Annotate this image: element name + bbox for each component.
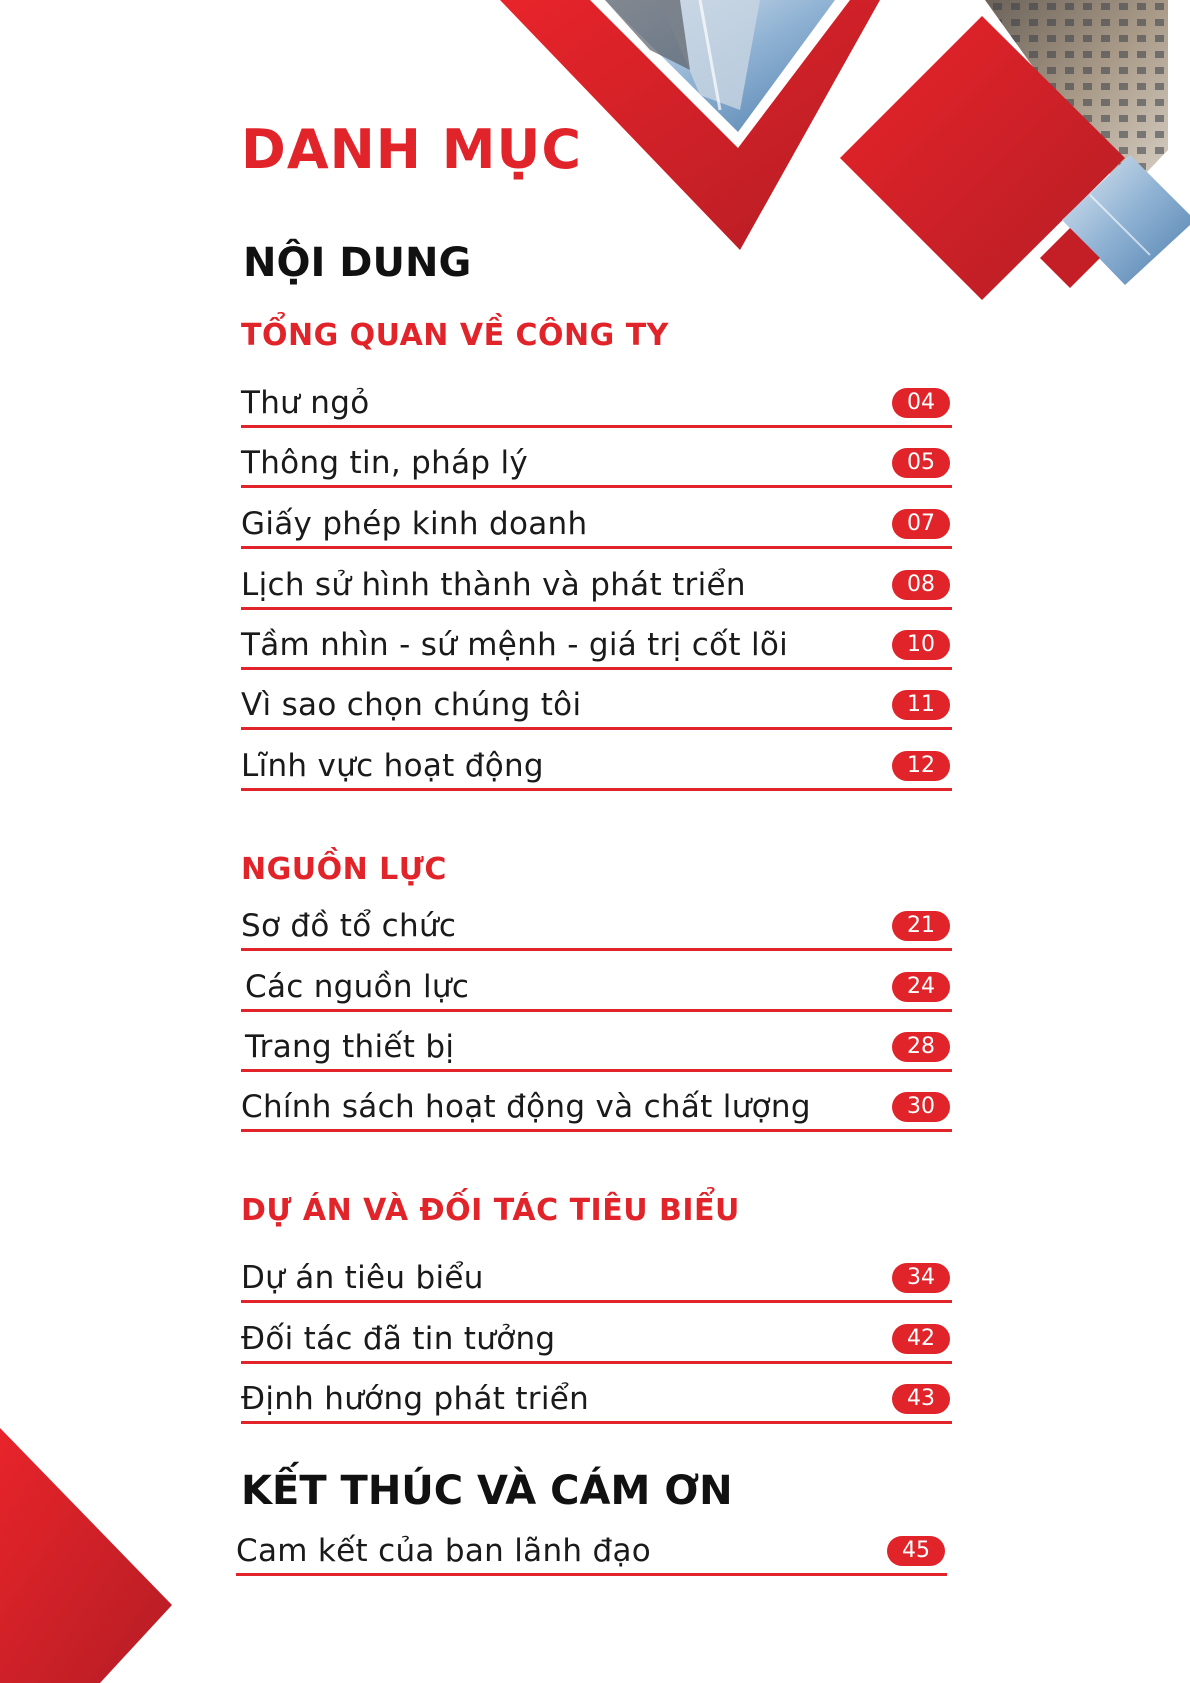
section-heading-resources: NGUỒN LỰC [241,852,447,887]
page-number-badge: 08 [892,570,950,600]
toc-item-label: Giấy phép kinh doanh [241,506,588,542]
toc-item[interactable] [241,744,952,791]
toc-item-label: Sơ đồ tổ chức [241,908,457,944]
toc-item[interactable] [241,1085,952,1132]
toc-item[interactable] [241,1025,952,1072]
page-title: DANH MỤC [241,118,583,181]
page-number-badge: 43 [892,1384,950,1414]
toc-item-label: Thông tin, pháp lý [241,445,529,481]
section-heading-company-overview: TỔNG QUAN VỀ CÔNG TY [241,318,669,353]
page-number-badge: 24 [892,972,950,1002]
page-number-badge: 10 [892,630,950,660]
page-subtitle: NỘI DUNG [243,240,472,286]
toc-item-label: Thư ngỏ [241,385,370,421]
page-number-badge: 21 [892,911,950,941]
toc-item-label: Lịch sử hình thành và phát triển [241,567,746,603]
toc-item[interactable] [241,563,952,610]
toc-item-label: Trang thiết bị [245,1029,455,1065]
red-triangle-bottom-left [0,1428,172,1683]
page-number-badge: 30 [892,1092,950,1122]
page-number-badge: 04 [892,388,950,418]
toc-item[interactable] [241,683,952,730]
toc-item-label: Các nguồn lực [245,969,470,1005]
toc-item[interactable] [241,623,952,670]
toc-item[interactable] [236,1529,947,1576]
page-number-badge: 12 [892,751,950,781]
page-number-badge: 34 [892,1263,950,1293]
page-number-badge: 11 [892,690,950,720]
toc-item-label: Đối tác đã tin tưởng [241,1321,556,1357]
toc-item[interactable] [241,1317,952,1364]
page-number-badge: 07 [892,509,950,539]
page-number-badge: 05 [892,448,950,478]
toc-item-label: Dự án tiêu biểu [241,1260,484,1296]
toc-item[interactable] [241,965,952,1012]
page-number-badge: 45 [887,1536,945,1566]
toc-item[interactable] [241,1256,952,1303]
page-number-badge: 28 [892,1032,950,1062]
toc-item[interactable] [241,502,952,549]
toc-item-label: Tầm nhìn - sứ mệnh - giá trị cốt lõi [241,627,789,663]
toc-item[interactable] [241,904,952,951]
section-heading-closing: KẾT THÚC VÀ CÁM ƠN [241,1468,733,1514]
toc-item-label: Lĩnh vực hoạt động [241,748,544,784]
toc-item-label: Chính sách hoạt động và chất lượng [241,1089,811,1125]
section-heading-projects-partners: DỰ ÁN VÀ ĐỐI TÁC TIÊU BIỂU [241,1193,740,1228]
toc-item-label: Cam kết của ban lãnh đạo [236,1533,652,1569]
page-number-badge: 42 [892,1324,950,1354]
toc-item[interactable] [241,1377,952,1424]
toc-item[interactable] [241,441,952,488]
toc-item[interactable] [241,381,952,428]
toc-item-label: Định hướng phát triển [241,1381,590,1417]
toc-item-label: Vì sao chọn chúng tôi [241,687,582,723]
